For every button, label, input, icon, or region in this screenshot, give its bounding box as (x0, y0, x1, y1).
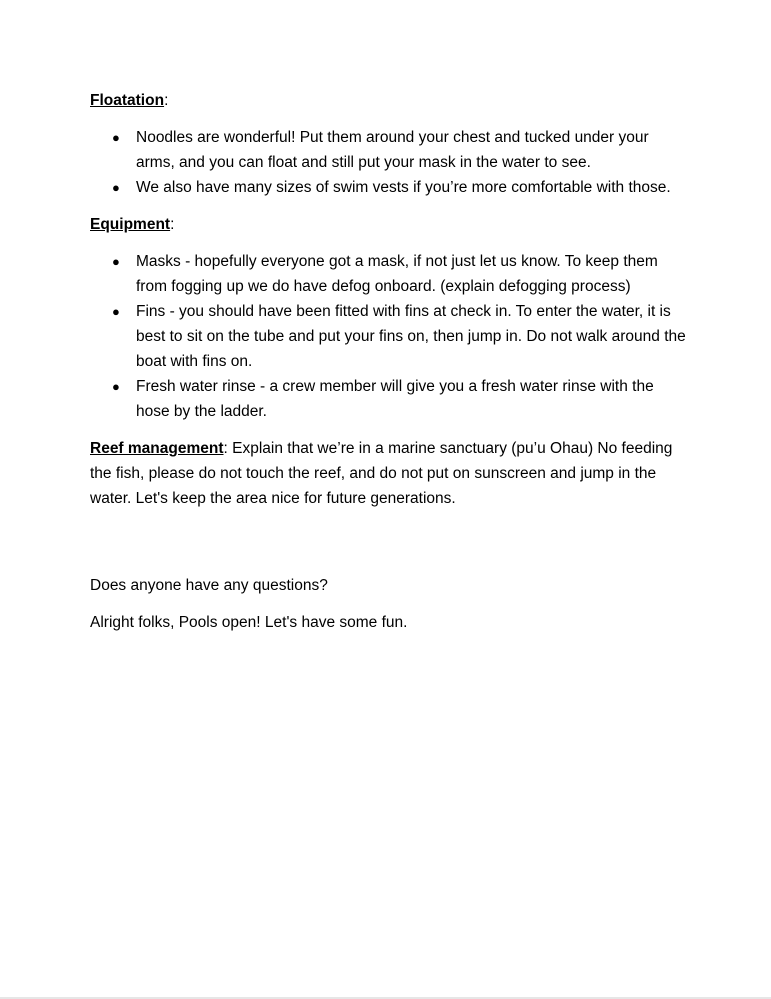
list-item-text: We also have many sizes of swim vests if you’re more comfortable with those. (136, 179, 671, 196)
list-item (90, 249, 690, 299)
blank-space (90, 523, 690, 573)
floatation-heading-colon: : (164, 92, 169, 109)
list-item (90, 299, 690, 374)
floatation-heading: Floatation (90, 92, 165, 109)
questions-paragraph: Does anyone have any questions? (90, 577, 328, 594)
list-item-text: Fresh water rinse - a crew member will give you a fresh water rinse with the hose by the ladder. (136, 378, 654, 420)
reef-management-text: : Explain that we’re in a marine sanctuary (pu’u Ohau) No feeding the fish, please do not touch the reef, and do not put on sunscreen and jump in the water. Let's keep the area nice for future generations. (90, 440, 673, 507)
list-item-text: Noodles are wonderful! Put them around your chest and tucked under your arms, and you can float and still put your mask in the water to see. (136, 129, 649, 171)
equipment-section-heading (90, 212, 690, 237)
document-body (90, 88, 690, 647)
bullet-icon: ● (112, 130, 120, 145)
bullet-icon: ● (112, 379, 120, 394)
reef-management-heading: Reef management (90, 440, 224, 457)
floatation-list (90, 125, 690, 200)
bullet-icon: ● (112, 180, 120, 195)
equipment-list (90, 249, 690, 424)
list-item-text: Masks - hopefully everyone got a mask, if not just let us know. To keep them from fogging up we do have defog onboard. (explain defogging process) (136, 253, 658, 295)
bullet-icon: ● (112, 304, 120, 319)
equipment-heading-colon: : (170, 216, 175, 233)
floatation-section-heading (90, 88, 690, 113)
equipment-heading: Equipment (90, 216, 171, 233)
list-item-text: Fins - you should have been fitted with fins at check in. To enter the water, it is best to sit on the tube and put your fins on, then jump in. Do not walk around the boat with fins on. (136, 303, 686, 370)
list-item (90, 175, 690, 200)
list-item (90, 374, 690, 424)
bullet-icon: ● (112, 254, 120, 269)
reef-management-paragraph (90, 436, 690, 511)
closing-paragraph: Alright folks, Pools open! Let's have some fun. (90, 614, 408, 631)
list-item (90, 125, 690, 175)
